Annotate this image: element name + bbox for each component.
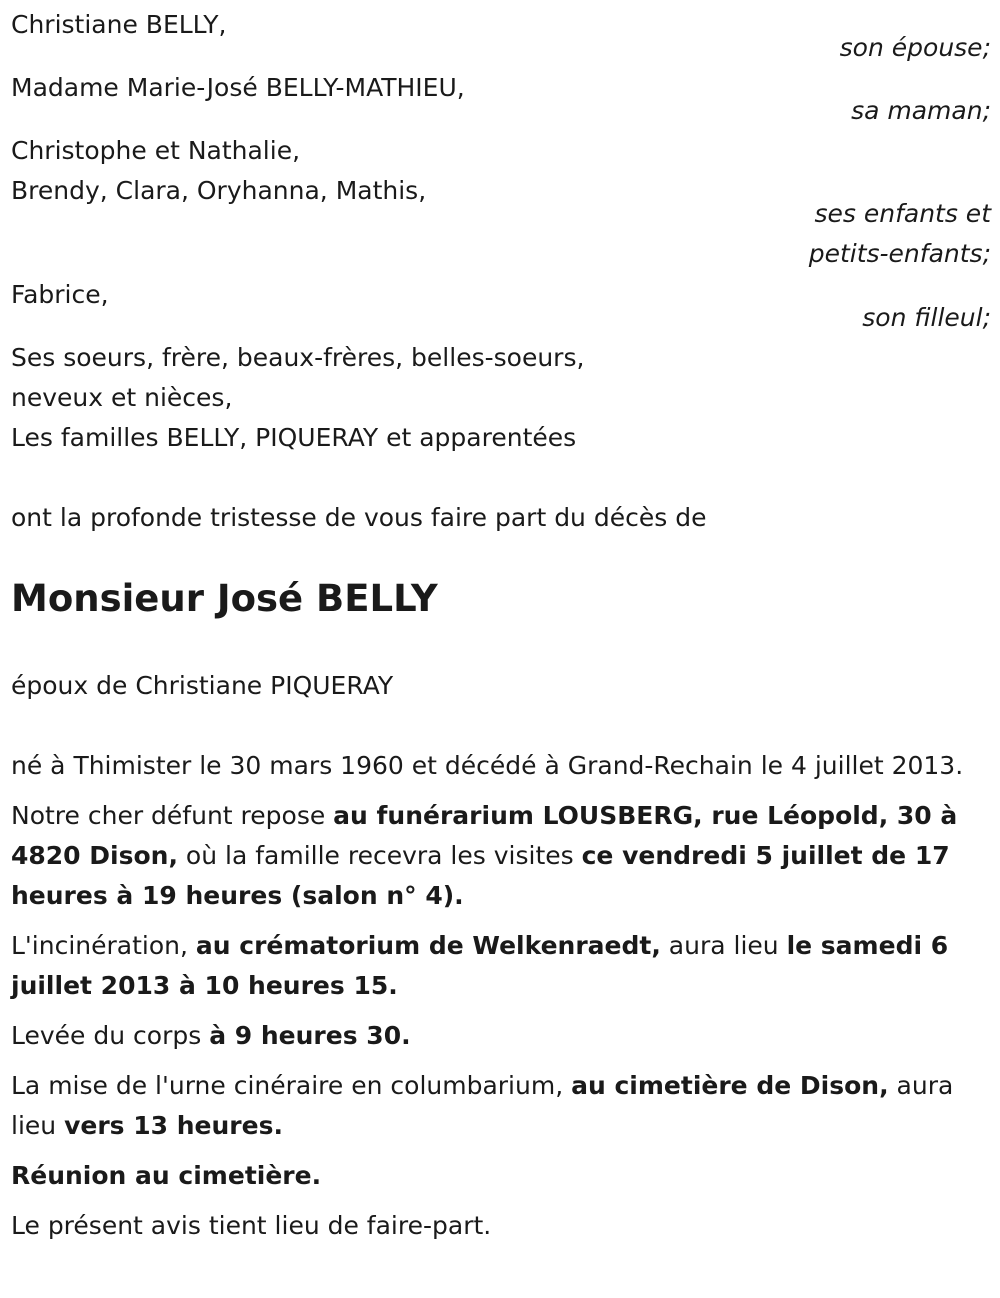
urn-paragraph	[11, 1066, 986, 1146]
relation-label: ses enfants et	[814, 199, 991, 228]
text-run: Notre cher défunt repose	[11, 801, 334, 830]
family-name-line: Christiane BELLY,	[11, 10, 227, 39]
family-name-line: Ses soeurs, frère, beaux-frères, belles-soeurs,	[11, 343, 585, 372]
cremation-paragraph	[11, 926, 986, 1006]
family-name-line: Brendy, Clara, Oryhanna, Mathis,	[11, 176, 427, 205]
text-run: L'incinération,	[11, 931, 196, 960]
text-run: aura lieu	[11, 1071, 954, 1140]
text-run: Levée du corps	[11, 1021, 210, 1050]
meeting-paragraph	[11, 1156, 986, 1196]
bold-run: ce vendredi 5 juillet de 17 heures à 19 heures (salon n° 4).	[11, 841, 950, 910]
bold-run: à 9 heures 30.	[209, 1021, 411, 1050]
family-name-line: Les familles BELLY, PIQUERAY et apparentées	[11, 423, 577, 452]
bold-run: Réunion au cimetière.	[11, 1161, 322, 1190]
bold-run: au crématorium de Welkenraedt,	[195, 931, 661, 960]
bold-run: au cimetière de Dison,	[571, 1071, 889, 1100]
bold-run: au funérarium LOUSBERG, rue Léopold, 30 à 4820 Dison,	[11, 801, 958, 870]
bold-run: vers 13 heures.	[64, 1111, 283, 1140]
family-group-spouse	[11, 5, 991, 68]
deceased-name: Monsieur José BELLY	[11, 577, 438, 620]
family-group-extended	[11, 338, 991, 458]
family-name-line: Fabrice,	[11, 280, 109, 309]
visitation-paragraph	[11, 796, 986, 916]
birth-death-paragraph: né à Thimister le 30 mars 1960 et décédé à Grand-Rechain le 4 juillet 2013.	[11, 751, 964, 780]
relation-label: son filleul;	[862, 303, 991, 332]
relation-label: sa maman;	[851, 96, 991, 125]
family-name-line: neveux et nièces,	[11, 383, 233, 412]
closing-paragraph: Le présent avis tient lieu de faire-part.	[11, 1211, 492, 1240]
levee-paragraph	[11, 1016, 986, 1056]
family-group-godson	[11, 275, 991, 338]
funeral-details	[11, 746, 986, 1256]
text-run: aura lieu	[660, 931, 787, 960]
family-name-line: Madame Marie-José BELLY-MATHIEU,	[11, 73, 465, 102]
announcement-intro: ont la profonde tristesse de vous faire part du décès de	[11, 503, 707, 532]
text-run: où la famille recevra les visites	[177, 841, 582, 870]
relation-label: son épouse;	[839, 33, 991, 62]
bold-run: le samedi 6 juillet 2013 à 10 heures 15.	[11, 931, 949, 1000]
spouse-line: époux de Christiane PIQUERAY	[11, 671, 394, 700]
family-name-line: Christophe et Nathalie,	[11, 136, 301, 165]
relation-label: petits-enfants;	[808, 239, 991, 268]
text-run: La mise de l'urne cinéraire en columbarium,	[11, 1071, 572, 1100]
family-group-mother	[11, 68, 991, 131]
family-group-children	[11, 131, 991, 274]
